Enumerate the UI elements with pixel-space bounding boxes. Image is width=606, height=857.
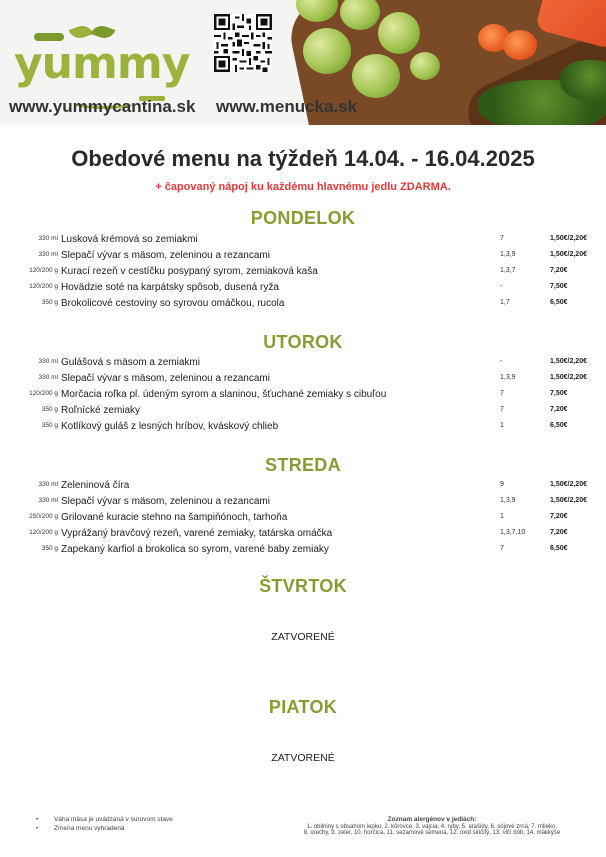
allergen-legend — [292, 816, 572, 836]
menu-item — [0, 421, 606, 437]
item-allergens: 9 — [500, 481, 504, 488]
footer-notes — [36, 816, 173, 834]
website-url[interactable]: www.yummycantina.sk — [9, 97, 196, 116]
allergen-legend-line: 1. obilniny s obsahom lepku, 2. kôrovce, 3. vajcia, 4. ryby, 5. arašidy, 6. sójové zrná, 7. mlieko, — [307, 824, 557, 830]
menu-item — [0, 544, 606, 560]
allergen-legend-title: Zoznam alergénov v jedlách: — [387, 816, 477, 823]
menu-item — [0, 480, 606, 496]
sprout-image — [352, 54, 400, 98]
menu-item — [0, 357, 606, 373]
item-price: 7,50€ — [550, 390, 568, 397]
menu-item — [0, 389, 606, 405]
item-allergens: 1 — [500, 513, 504, 520]
menu-item — [0, 373, 606, 389]
item-name: Gulášová s mäsom a zemiakmi — [61, 357, 200, 368]
item-price: 6,50€ — [550, 422, 568, 429]
item-allergens: 1,7 — [500, 299, 510, 306]
sprout-image — [303, 28, 351, 74]
item-allergens: 1,3,7 — [500, 267, 516, 274]
item-weight: 120/200 g — [29, 529, 58, 536]
item-price: 6,50€ — [550, 545, 568, 552]
item-weight: 330 ml — [38, 358, 58, 365]
item-price: 7,20€ — [550, 513, 568, 520]
item-name: Roľnícké zemiaky — [61, 405, 141, 416]
item-weight: 350 g — [41, 406, 58, 413]
footer-note: • Zmena menu vyhradená — [36, 825, 125, 832]
item-weight: 330 ml — [38, 481, 58, 488]
kale-image — [560, 60, 606, 100]
item-weight: 330 ml — [38, 251, 58, 258]
day-heading-monday: PONDELOK — [250, 208, 356, 228]
item-name: Brokolicové cestoviny so syrovou omáčkou, rucola — [61, 298, 285, 309]
item-name: Slepačí vývar s mäsom, zeleninou a rezancami — [61, 496, 270, 507]
item-name: Kurací rezeň v cestíčku posypaný syrom, zemiaková kaša — [61, 266, 318, 277]
yummy-logo — [14, 20, 190, 90]
item-name: Slepačí vývar s mäsom, zeleninou a rezancami — [61, 250, 270, 261]
menu-item — [0, 266, 606, 282]
item-weight: 350 g — [41, 545, 58, 552]
item-weight: 120/200 g — [29, 390, 58, 397]
item-allergens: 7 — [500, 390, 504, 397]
menu-item — [0, 234, 606, 250]
item-price: 6,50€ — [550, 299, 568, 306]
sprout-image — [378, 12, 420, 54]
menu-title: Obedové menu na týždeň 14.04. - 16.04.2025 — [71, 146, 535, 171]
website-url[interactable]: www.menucka.sk — [216, 97, 358, 116]
footer-note: • Váha mäsa je uvádzaná v surovom stave — [36, 816, 173, 823]
item-weight: 330 ml — [38, 374, 58, 381]
menu-item — [0, 528, 606, 544]
day-heading-friday: PIATOK — [268, 697, 338, 717]
sprout-image — [410, 52, 440, 80]
day-heading-thursday: ŠTVRTOK — [259, 576, 347, 596]
item-weight: 250/200 g — [29, 513, 58, 520]
item-price: 1,50€/2,20€ — [550, 235, 587, 242]
item-allergens: 1,3,9 — [500, 497, 516, 504]
item-price: 1,50€/2,20€ — [550, 251, 587, 258]
item-price: 7,50€ — [550, 283, 568, 290]
item-allergens: 1 — [500, 422, 504, 429]
item-name: Hovädzie soté na karpátsky spôsob, dusená ryža — [61, 282, 279, 293]
item-weight: 350 g — [41, 422, 58, 429]
item-price: 7,20€ — [550, 267, 568, 274]
item-name: Lusková krémová so zemiakmi — [61, 234, 198, 245]
item-name: Kotlíkový guláš z lesných hríbov, kváskový chlieb — [61, 421, 279, 432]
item-allergens: 7 — [500, 406, 504, 413]
closed-label: ZATVORENÉ — [271, 631, 335, 643]
item-price: 7,20€ — [550, 529, 568, 536]
item-price: 1,50€/2,20€ — [550, 358, 587, 365]
day-heading-tuesday: UTOROK — [263, 332, 343, 352]
menu-item — [0, 405, 606, 421]
item-name: Zapekaný karfiol a brokolica so syrom, varené baby zemiaky — [61, 544, 329, 555]
carrot-image — [503, 30, 537, 60]
item-weight: 330 ml — [38, 497, 58, 504]
header-banner — [0, 0, 606, 125]
item-allergens: - — [500, 358, 503, 365]
free-drink-note: + čapovaný nápoj ku každému hlavnému jedlu ZDARMA. — [155, 181, 451, 193]
item-name: Morčacia roľka pl. údeným syrom a slaninou, šťuchané zemiaky s cibuľou — [61, 389, 387, 400]
logo-text: yummy — [14, 38, 190, 89]
closed-label: ZATVORENÉ — [271, 752, 335, 764]
item-weight: 120/200 g — [29, 267, 58, 274]
item-name: Slepačí vývar s mäsom, zeleninou a rezancami — [61, 373, 270, 384]
item-allergens: 1,3,9 — [500, 374, 516, 381]
item-name: Zeleninová číra — [61, 480, 130, 491]
menu-item — [0, 298, 606, 314]
item-allergens: 7 — [500, 545, 504, 552]
menu-item — [0, 512, 606, 528]
day-heading-wednesday: STREDA — [265, 455, 341, 475]
item-allergens: 7 — [500, 235, 504, 242]
menu-item — [0, 496, 606, 512]
item-allergens: 1,3,7,10 — [500, 529, 526, 536]
item-weight: 120/200 g — [29, 283, 58, 290]
item-allergens: 1,3,9 — [500, 251, 516, 258]
item-price: 7,20€ — [550, 406, 568, 413]
item-weight: 350 g — [41, 299, 58, 306]
item-price: 1,50€/2,20€ — [550, 481, 587, 488]
item-price: 1,50€/2,20€ — [550, 497, 587, 504]
menu-item — [0, 282, 606, 298]
item-name: Grilované kuracie stehno na šampiňónoch, tarhoňa — [61, 512, 288, 523]
menu-item — [0, 250, 606, 266]
qr-code — [214, 14, 272, 72]
item-weight: 330 ml — [38, 235, 58, 242]
allergen-legend-line: 8. orechy, 9. zeler, 10. horčica, 11. sezamové semená, 12. oxid siričitý, 13. vlčí bôb, 14. mäkkýše — [303, 830, 561, 836]
item-price: 1,50€/2,20€ — [550, 374, 587, 381]
item-name: Vyprážaný bravčový rezeň, varené zemiaky, tatárska omáčka — [61, 528, 333, 539]
item-allergens: - — [500, 283, 503, 290]
